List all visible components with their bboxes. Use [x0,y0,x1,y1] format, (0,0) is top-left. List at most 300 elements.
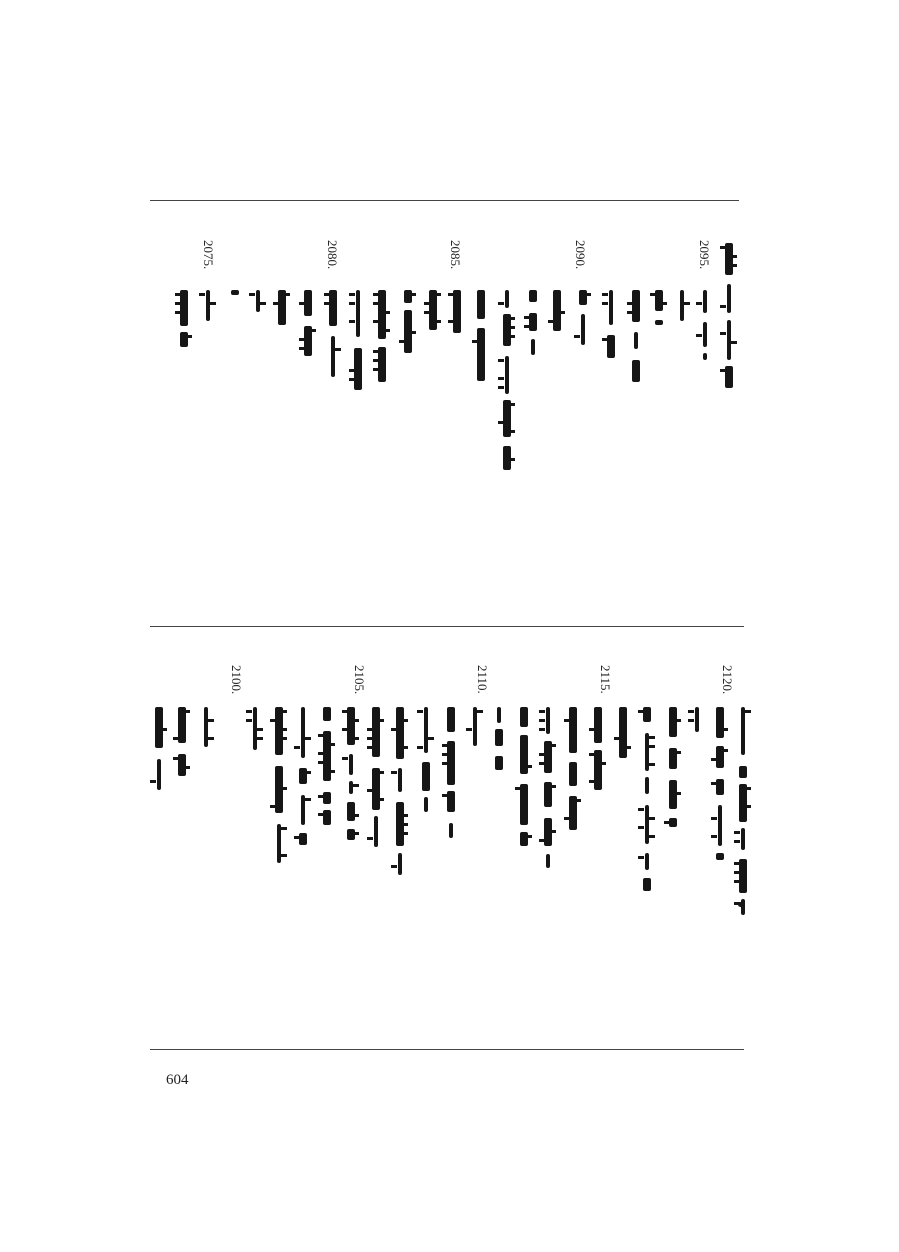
verse-number: 2080. [325,240,340,270]
script-stroke [257,728,263,731]
script-word [495,729,503,746]
script-stroke [720,246,726,249]
script-stroke [399,340,405,343]
script-line [446,290,468,344]
script-word [429,290,437,330]
script-word [739,766,747,778]
script-stroke [367,728,373,731]
script-stroke [638,808,644,811]
script-line [422,290,444,330]
script-line [322,290,344,377]
script-stroke [353,737,359,740]
script-stroke [161,728,167,731]
script-stroke [574,335,580,338]
script-word [741,828,745,850]
script-line [694,290,716,360]
script-stroke [745,805,751,808]
script-word [529,313,537,331]
script-stroke [367,837,373,840]
script-stroke [477,710,483,713]
script-stroke [509,430,515,433]
script-stroke [173,757,179,760]
script-word [669,818,677,827]
script-stroke [353,832,359,835]
script-stroke [734,880,740,883]
script-stroke [270,719,276,722]
script-stroke [310,329,316,332]
script-line [171,707,193,790]
script-line [371,290,393,392]
script-word [354,348,362,390]
script-stroke [294,746,300,749]
verse-number: 2075. [201,240,216,270]
top-rule [150,200,739,201]
script-word [449,823,453,838]
script-word [716,853,724,860]
script-stroke [210,302,216,305]
script-stroke [442,762,448,765]
script-word [546,854,550,868]
verse-number: 2090. [573,240,588,270]
script-stroke [318,734,324,737]
script-stroke [335,348,341,351]
script-word [398,853,402,875]
script-word [180,290,188,326]
script-word [594,750,602,790]
script-word [669,707,677,737]
script-stroke [349,378,355,381]
script-word [505,356,509,394]
verse-number: 2115. [598,665,613,694]
script-word [204,707,208,747]
script-stroke [373,368,379,371]
script-stroke [600,762,606,765]
script-stroke [373,350,379,353]
script-stroke [696,334,702,337]
script-line [148,707,170,790]
script-stroke [391,728,397,731]
script-word [347,802,355,821]
script-stroke [498,377,504,380]
script-stroke [373,302,379,305]
script-stroke [498,421,504,424]
script-stroke [734,840,740,843]
script-stroke [410,293,416,296]
script-stroke [318,813,324,816]
script-stroke [402,832,408,835]
script-word [718,805,722,846]
script-stroke [384,329,390,332]
script-stroke [175,302,181,305]
middle-rule [150,626,744,627]
script-stroke [589,753,595,756]
script-word [329,290,337,326]
script-stroke [281,827,287,830]
script-line [268,707,290,870]
script-stroke [367,746,373,749]
script-stroke [509,326,515,329]
script-stroke [349,320,355,323]
script-word [680,290,684,321]
script-stroke [428,737,434,740]
script-line [195,707,217,750]
script-stroke [688,719,694,722]
script-word [323,792,331,804]
script-word [643,878,651,891]
script-word [703,353,707,360]
script-stroke [373,359,379,362]
script-word [703,322,707,347]
script-stroke [329,743,335,746]
script-stroke [675,751,681,754]
script-stroke [378,719,384,722]
script-stroke [466,728,472,731]
script-word [157,759,161,790]
script-line [316,707,338,825]
script-stroke [318,752,324,755]
script-stroke [602,293,608,296]
script-stroke [734,831,740,834]
script-stroke [391,865,397,868]
script-stroke [305,771,311,774]
script-line [513,707,535,855]
script-stroke [249,293,255,296]
script-stroke [417,746,423,749]
script-word [275,707,283,755]
script-line [636,707,658,895]
script-stroke [649,835,655,838]
script-stroke [329,770,335,773]
script-stroke [281,737,287,740]
script-word [716,779,724,795]
script-stroke [367,789,373,792]
script-stroke [509,335,515,338]
script-stroke [299,302,305,305]
script-stroke [402,814,408,817]
verse-number: 2110. [475,665,490,694]
script-stroke [661,302,667,305]
script-stroke [260,302,266,305]
script-stroke [625,746,631,749]
script-stroke [175,311,181,314]
script-word [447,741,455,785]
script-stroke [378,798,384,801]
script-stroke [524,316,530,319]
script-word [477,328,485,381]
script-word [546,707,550,734]
script-stroke [564,817,570,820]
script-line [488,707,510,770]
script-word [424,797,428,812]
script-stroke [373,320,379,323]
script-stroke [281,787,287,790]
script-stroke [324,302,330,305]
script-stroke [435,293,441,296]
script-stroke [589,780,595,783]
script-stroke [509,317,515,320]
script-stroke [649,745,655,748]
script-stroke [257,737,263,740]
script-line [648,290,670,325]
script-stroke [318,795,324,798]
verse-number: 2105. [352,665,367,695]
script-stroke [638,856,644,859]
script-stroke [711,835,717,838]
script-word [374,816,378,847]
script-word [607,335,615,358]
verse-number: 2095. [697,240,712,270]
script-stroke [548,320,554,323]
script-word [520,784,528,825]
script-stroke [342,757,348,760]
script-line [244,707,266,750]
script-stroke [417,710,423,713]
script-stroke [602,302,608,305]
script-stroke [649,736,655,739]
script-stroke [442,744,448,747]
script-word [645,777,649,794]
script-word [594,707,602,743]
script-word [378,347,386,382]
script-stroke [734,862,740,865]
script-line [340,707,362,840]
script-word [619,707,627,758]
script-stroke [720,369,726,372]
script-stroke [424,311,430,314]
script-word [178,754,186,776]
script-stroke [349,302,355,305]
script-stroke [498,359,504,362]
script-word [531,339,535,355]
script-word [453,290,461,333]
script-word [304,290,312,316]
script-stroke [342,728,348,731]
script-stroke [367,737,373,740]
script-word [424,707,428,753]
script-stroke [731,341,737,344]
script-stroke [731,255,737,258]
script-stroke [273,302,279,305]
script-word [569,707,577,753]
verse-number: 2120. [720,665,735,695]
script-word [323,731,331,781]
script-line [562,707,584,830]
script-stroke [184,766,190,769]
script-line [709,707,731,860]
script-line [347,290,369,390]
script-stroke [539,710,545,713]
script-stroke [284,293,290,296]
script-stroke [318,761,324,764]
script-stroke [734,871,740,874]
script-stroke [186,335,192,338]
script-stroke [539,753,545,756]
script-line [173,290,195,355]
script-stroke [539,719,545,722]
script-stroke [498,302,504,305]
script-word [727,284,731,313]
script-stroke [281,710,287,713]
script-stroke [435,320,441,323]
script-stroke [722,728,728,731]
script-line [662,707,684,827]
script-line [224,290,246,295]
script-word [520,707,528,727]
script-word [529,290,537,302]
verse-number: 2100. [229,665,244,695]
script-line [546,290,568,338]
script-word [739,859,747,893]
script-stroke [575,799,581,802]
script-stroke [424,302,430,305]
script-stroke [515,787,521,790]
script-stroke [305,798,311,801]
script-word [741,707,745,755]
script-word [655,320,663,325]
script-line [197,290,219,330]
script-word [569,762,577,786]
script-stroke [353,814,359,817]
script-stroke [638,710,644,713]
script-stroke [378,771,384,774]
script-stroke [294,836,300,839]
script-line [271,290,293,325]
script-stroke [745,787,751,790]
script-word [703,290,707,313]
script-word [398,768,402,792]
script-line [292,707,314,845]
script-stroke [684,302,690,305]
script-stroke [305,737,311,740]
script-stroke [550,830,556,833]
script-stroke [649,763,655,766]
script-stroke [509,403,515,406]
script-line [389,707,411,875]
script-stroke [410,331,416,334]
script-stroke [299,338,305,341]
script-line [600,290,622,370]
script-word [231,290,239,295]
script-word [495,756,503,770]
script-stroke [199,293,205,296]
script-stroke [722,749,728,752]
script-stroke [720,305,726,308]
script-stroke [559,311,565,314]
punctuation-mark [738,902,743,907]
script-word [301,707,305,758]
script-word [716,707,724,738]
verse-number: 2085. [448,240,463,270]
script-stroke [675,792,681,795]
script-line [732,707,754,915]
script-stroke [324,293,330,296]
script-stroke [353,784,359,787]
script-stroke [208,737,214,740]
script-stroke [664,821,670,824]
script-stroke [402,746,408,749]
script-word [404,290,412,303]
script-stroke [299,347,305,350]
script-stroke [550,744,556,747]
script-stroke [720,332,726,335]
script-line [572,290,594,345]
script-word [581,314,585,345]
script-stroke [614,737,620,740]
script-stroke [564,719,570,722]
script-stroke [246,710,252,713]
script-stroke [550,785,556,788]
script-stroke [539,839,545,842]
script-word [372,707,380,757]
script-stroke [448,320,454,323]
script-stroke [353,719,359,722]
script-stroke [270,805,276,808]
script-stroke [509,458,515,461]
script-stroke [688,710,694,713]
script-line [625,290,647,382]
script-stroke [498,386,504,389]
script-stroke [585,293,591,296]
script-stroke [526,765,532,768]
script-stroke [711,758,717,761]
script-stroke [745,710,751,713]
script-word [725,366,733,388]
script-stroke [442,753,448,756]
bottom-rule [150,1049,744,1050]
script-word [331,336,335,377]
script-word [632,290,640,322]
script-stroke [402,823,408,826]
script-word [349,754,353,775]
script-word [477,290,485,319]
script-stroke [539,728,545,731]
script-word [655,290,663,311]
script-line [365,707,387,855]
script-line [397,290,419,360]
script-word [609,290,613,325]
script-line [496,290,518,470]
script-stroke [696,302,702,305]
script-line [587,707,609,790]
script-stroke [589,728,595,731]
script-word [323,707,331,721]
script-stroke [349,293,355,296]
script-line [522,290,544,355]
script-stroke [442,794,448,797]
script-word [643,707,651,722]
script-line [464,707,486,746]
script-stroke [602,338,608,341]
script-line [718,243,740,388]
script-stroke [448,293,454,296]
script-line [671,290,693,330]
script-word [356,290,360,337]
script-stroke [402,719,408,722]
script-word [447,707,455,732]
script-line [415,707,437,812]
script-stroke [184,710,190,713]
script-word [349,781,353,794]
script-stroke [649,817,655,820]
page-number: 604 [166,1072,189,1088]
script-stroke [281,854,287,857]
script-stroke [731,264,737,267]
script-stroke [384,311,390,314]
script-stroke [281,728,287,731]
script-word [422,762,430,791]
script-stroke [150,780,156,783]
script-stroke [349,369,355,372]
